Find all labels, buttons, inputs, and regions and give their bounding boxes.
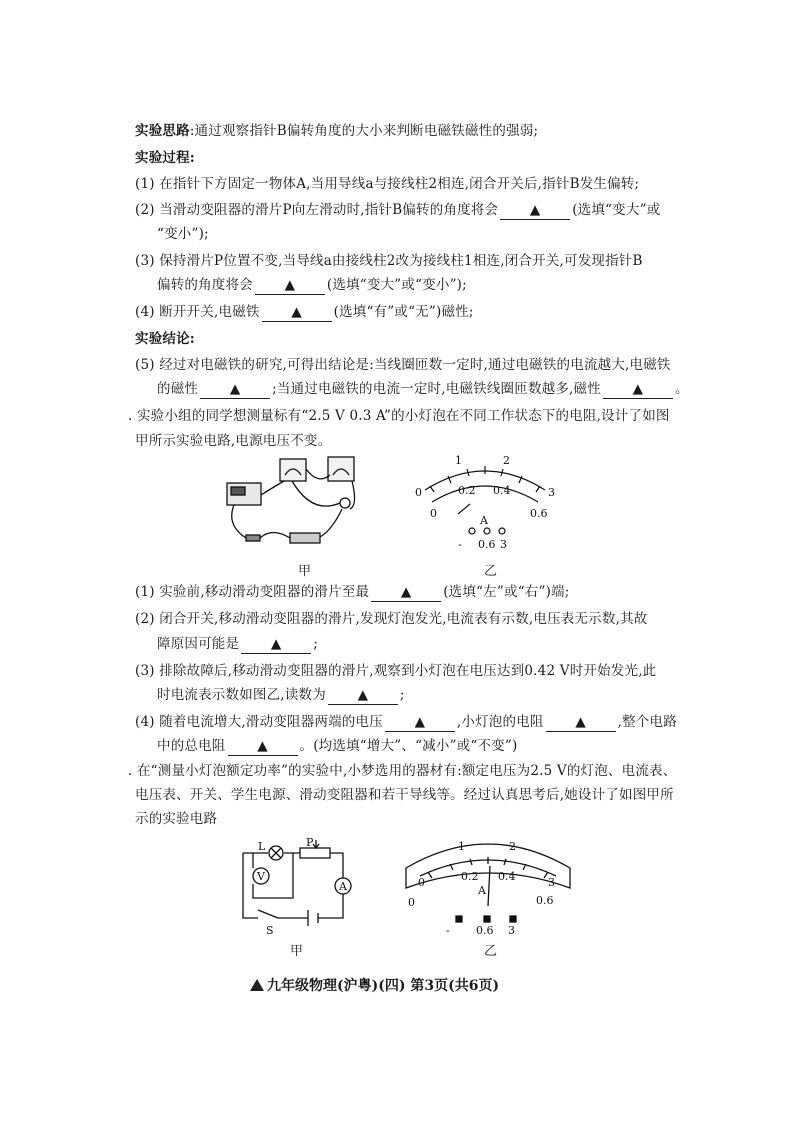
meter-lower-right: 0.6 (536, 894, 554, 907)
q2-ammeter (400, 452, 570, 557)
q2-part-2: (2) 闭合开关,移动滑动变阻器的滑片,发现灯泡发光,电流表有示数,电压表无示数,其故 (135, 611, 648, 627)
q2-part-4-option: 。(均选填“增大”、“减小”或“不变”) (299, 738, 518, 754)
meter-unit: A (480, 514, 488, 527)
step-3-cont (157, 276, 467, 295)
meter-upper-right: 3 (548, 486, 555, 499)
step-5-text: 的磁性 (157, 381, 199, 397)
meter-lower-2: 0.4 (498, 870, 516, 883)
q2-part-3-text: 时电流表示数如图乙,读数为 (157, 687, 326, 703)
q2-intro-1: . 实验小组的同学想测量标有“2.5 V 0.3 A”的小灯泡在不同工作状态下的电阻,设计了如图 (128, 408, 670, 424)
q2-part-3-end: ; (399, 687, 405, 703)
meter-lower-2: 0.4 (493, 484, 511, 497)
meter-lower-1: 0.2 (461, 870, 479, 883)
q2-fig-a-caption: 甲 (298, 564, 312, 579)
answer-blank[interactable]: ▲ (371, 583, 441, 602)
q2-part-2-text: 障原因可能是 (157, 636, 240, 652)
q2-part-1 (135, 583, 570, 602)
meter-top-1: 1 (455, 454, 462, 467)
process-label: 实验过程: (135, 150, 195, 166)
meter-top-1: 1 (458, 840, 465, 853)
step-2 (135, 201, 660, 220)
meter-lower-left: 0 (430, 507, 437, 520)
answer-blank[interactable]: ▲ (500, 201, 570, 220)
step-2-cont: “变小”); (157, 226, 209, 242)
step-4 (135, 303, 474, 322)
q2-part-4-text-3: ,整个电路 (617, 714, 677, 730)
meter-top-2: 2 (503, 454, 510, 467)
q3-intro-2: 电压表、开关、学生电源、滑动变阻器和若干导线等。经过认真思考后,她设计了如图甲所 (135, 787, 674, 803)
step-2-text: (2) 当滑动变阻器的滑片P向左滑动时,指针B偏转的角度将会 (135, 202, 499, 218)
q2-part-4-text-4: 中的总电阻 (157, 738, 226, 754)
q3-ammeter (398, 828, 578, 938)
label-A: A (339, 880, 347, 893)
label-L: L (258, 840, 266, 853)
logo-triangle-icon (250, 979, 264, 991)
step-4-option: (选填“有”或“无”)磁性; (333, 304, 474, 320)
answer-blank[interactable]: ▲ (328, 686, 398, 705)
step-5-text-2: ;当通过电磁铁的电流一定时,电磁铁线圈匝数越多,磁性 (272, 381, 601, 397)
meter-terminal-06: 0.6 (476, 924, 494, 937)
answer-blank[interactable]: ▲ (255, 276, 325, 295)
step-5-end: 。 (674, 381, 689, 397)
label-V: V (257, 870, 265, 883)
step-3-option: (选填“变大”或“变小”); (326, 277, 467, 293)
q3-fig-b-caption: 乙 (484, 944, 498, 959)
conclusion-label: 实验结论: (135, 331, 195, 347)
footer-text: 九年级物理(沪粤)(四) 第3页(共6页) (267, 978, 500, 994)
answer-blank[interactable]: ▲ (546, 713, 616, 732)
meter-upper-right: 3 (548, 876, 555, 889)
meter-lower-right: 0.6 (530, 507, 548, 520)
meter-lower-1: 0.2 (458, 484, 476, 497)
idea-line (135, 122, 538, 140)
step-5-cont (157, 380, 689, 399)
meter-upper-left: 0 (418, 876, 425, 889)
step-3: (3) 保持滑片P位置不变,当导线a由接线柱2改为接线柱1相连,闭合开关,可发现指针B (135, 253, 643, 269)
q2-part-2-end: ; (313, 636, 318, 652)
page-footer (250, 975, 499, 995)
meter-upper-left: 0 (415, 486, 422, 499)
idea-text: :通过观察指针B偏转角度的大小来判断电磁铁磁性的强弱; (189, 123, 539, 139)
q2-part-1-option: (选填“左”或“右”)端; (443, 584, 570, 600)
q2-part-4-cont (157, 737, 517, 756)
q2-part-2-cont (157, 635, 318, 654)
meter-top-2: 2 (509, 840, 516, 853)
answer-blank[interactable]: ▲ (603, 380, 673, 399)
answer-blank[interactable]: ▲ (385, 713, 455, 732)
q3-fig-a-caption: 甲 (290, 944, 304, 959)
step-3-text: 偏转的角度将会 (157, 277, 253, 293)
q2-part-3: (3) 排除故障后,移动滑动变阻器的滑片,观察到小灯泡在电压达到0.42 V时开始发光,此 (135, 663, 657, 679)
q3-circuit-diagram (228, 838, 358, 938)
step-2-option: (选填“变大”或 (572, 202, 661, 218)
label-P: P (306, 838, 314, 849)
meter-terminal-3: 3 (500, 538, 507, 551)
meter-unit: A (478, 884, 486, 897)
q2-circuit-photo (222, 455, 362, 555)
answer-blank[interactable]: ▲ (241, 635, 311, 654)
meter-terminal-06: 0.6 (478, 538, 496, 551)
answer-blank[interactable]: ▲ (262, 303, 332, 322)
q2-part-1-text: (1) 实验前,移动滑动变阻器的滑片至最 (135, 584, 370, 600)
meter-terminal-neg: - (458, 538, 462, 551)
label-S: S (266, 924, 274, 937)
step-5: (5) 经过对电磁铁的研究,可得出结论是:当线圈匝数一定时,通过电磁铁的电流越大,电磁铁 (135, 357, 671, 373)
answer-blank[interactable]: ▲ (200, 380, 270, 399)
answer-blank[interactable]: ▲ (228, 737, 298, 756)
q2-part-3-cont (157, 686, 405, 705)
q2-fig-b-caption: 乙 (484, 564, 498, 579)
meter-lower-left: 0 (408, 896, 415, 909)
q2-part-4-text: (4) 随着电流增大,滑动变阻器两端的电压 (135, 714, 383, 730)
step-4-text: (4) 断开开关,电磁铁 (135, 304, 260, 320)
meter-terminal-3: 3 (508, 924, 515, 937)
step-1: (1) 在指针下方固定一物体A,当用导线a与接线柱2相连,闭合开关后,指针B发生偏转; (135, 176, 640, 192)
idea-label: 实验思路 (135, 123, 190, 139)
meter-terminal-neg: - (446, 924, 450, 937)
q3-intro-1: . 在“测量小灯泡额定功率”的实验中,小梦选用的器材有:额定电压为2.5 V的灯泡、电流表、 (128, 763, 677, 779)
q2-intro-2: 甲所示实验电路,电源电压不变。 (135, 433, 332, 449)
q2-part-4 (135, 713, 677, 732)
q3-intro-3: 示的实验电路 (135, 811, 218, 827)
q2-part-4-text-2: ,小灯泡的电阻 (456, 714, 544, 730)
